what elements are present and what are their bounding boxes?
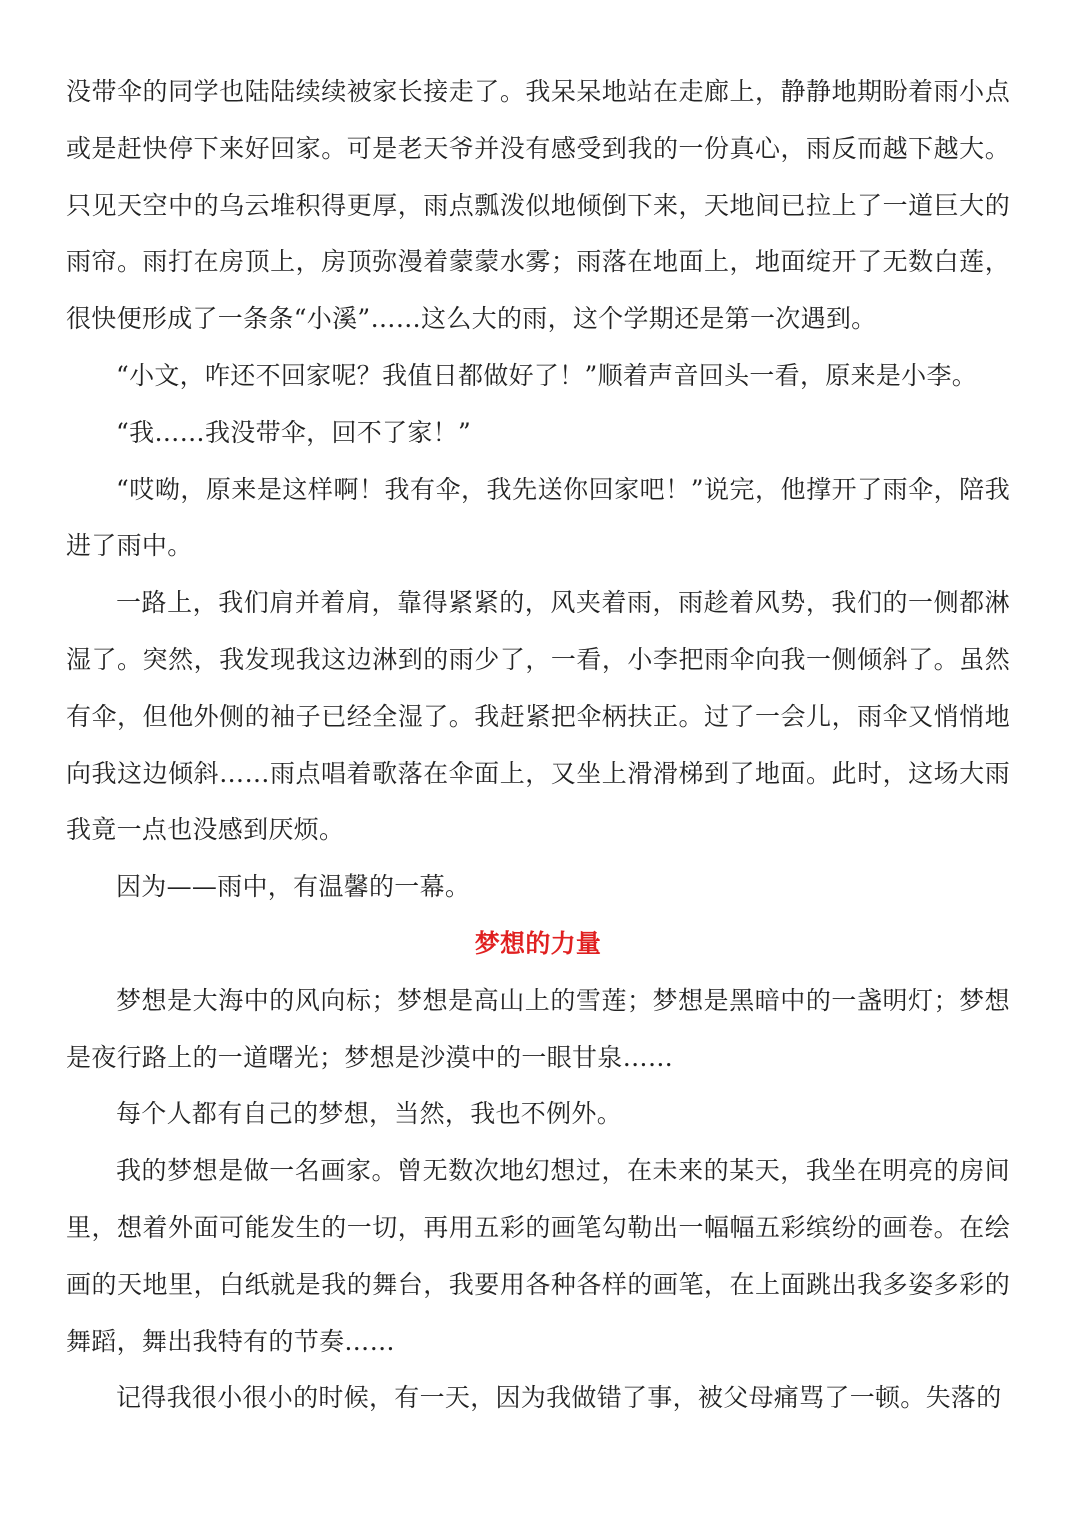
story1-paragraph-6: 因为——雨中，有温馨的一幕。 <box>116 872 471 902</box>
story2-paragraph-3: 我的梦想是做一名画家。曾无数次地幻想过，在未来的某天，我坐在明亮的房间里，想着外面可能发生的一切，再用五彩的画笔勾勒出一幅幅五彩缤纷的画卷。在绘画的天地里，白纸就是我的舞台，我要用各种各样的画笔，在上面跳出我多姿多彩的舞蹈，舞出我特有的节奏…… <box>66 1156 1010 1356</box>
story2-paragraph-4: 记得我很小很小的时候，有一天，因为我做错了事，被父母痛骂了一顿。失落的 <box>116 1383 1002 1413</box>
story1-paragraph-1: 没带伞的同学也陆陆续续被家长接走了。我呆呆地站在走廊上，静静地期盼着雨小点或是赶快停下来好回家。可是老天爷并没有感受到我的一份真心，雨反而越下越大。只见天空中的乌云堆积得更厚，雨点瓢泼似地倾倒下来，天地间已拉上了一道巨大的雨帘。雨打在房顶上，房顶弥漫着蒙蒙水雾；雨落在地面上，地面绽开了无数白莲，很快便形成了一条条“小溪”……这么大的雨，这个学期还是第一次遇到。 <box>66 77 1010 334</box>
story1-paragraph-5: 一路上，我们肩并着肩，靠得紧紧的，风夹着雨，雨趁着风势，我们的一侧都淋湿了。突然，我发现我这边淋到的雨少了，一看，小李把雨伞向我一侧倾斜了。虽然有伞，但他外侧的袖子已经全湿了。我赶紧把伞柄扶正。过了一会儿，雨伞又悄悄地向我这边倾斜……雨点唱着歌落在伞面上，又坐上滑滑梯到了地面。此时，这场大雨我竟一点也没感到厌烦。 <box>66 588 1010 845</box>
story1-paragraph-3: “我……我没带伞，回不了家！” <box>116 417 472 447</box>
story1-paragraph-2: “小文，咋还不回家呢？我值日都做好了！”顺着声音回头一看，原来是小李。 <box>116 360 978 390</box>
story1-paragraph-4: “哎呦，原来是这样啊！我有伞，我先送你回家吧！”说完，他撑开了雨伞，陪我进了雨中。 <box>66 474 1010 561</box>
story2-paragraph-2: 每个人都有自己的梦想，当然，我也不例外。 <box>116 1099 623 1129</box>
story2-title: 梦想的力量 <box>474 928 602 958</box>
article-body <box>66 64 1010 1427</box>
story2-paragraph-1: 梦想是大海中的风向标；梦想是高山上的雪莲；梦想是黑暗中的一盏明灯；梦想是夜行路上的一道曙光；梦想是沙漠中的一眼甘泉…… <box>66 985 1010 1072</box>
